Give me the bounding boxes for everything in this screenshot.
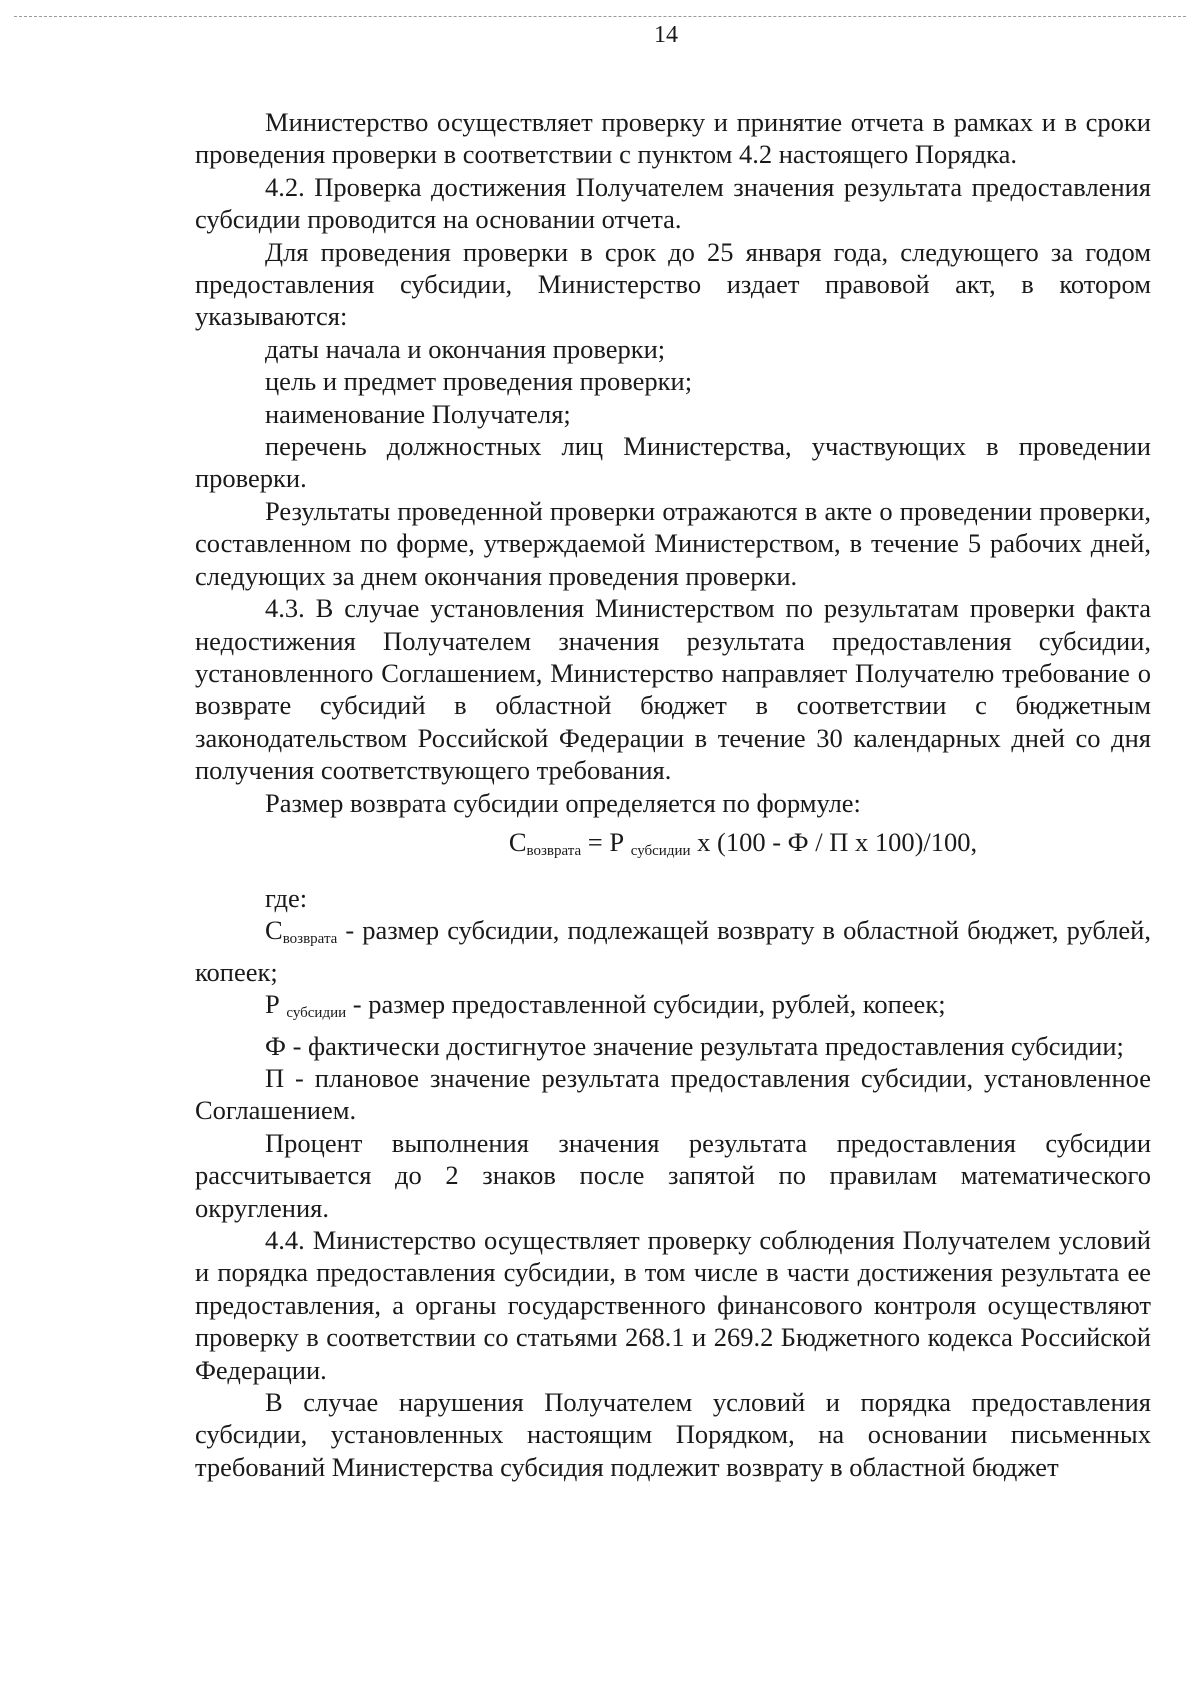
definition-symbol: П <box>265 1062 285 1093</box>
definition-sub: субсидии <box>286 1005 347 1022</box>
definition-text: - фактически достигнутое значение результата предоставления субсидии; <box>285 1030 1124 1061</box>
formula-sub-c: возврата <box>526 842 582 859</box>
definition-item <box>195 988 1151 1029</box>
definition-symbol: С <box>265 915 283 946</box>
paragraph-4-4: 4.4. Министерство осуществляет проверку соблюдения Получателем условий и порядка предоставления субсидии, в том числе в части достижения результата ее предоставления, а органы государственного финансового контроля осуществляют проверку в соответствии со статьями 268.1 и 269.2 Бюджетного кодекса Российской Федерации. <box>195 1225 1151 1385</box>
definition-symbol: Р <box>265 989 287 1020</box>
page-number: 14 <box>654 22 678 48</box>
paragraph: Министерство осуществляет проверку и принятие отчета в рамках и в сроки проведения проверки в соответствии с пунктом 4.2 настоящего Порядка. <box>195 107 1151 170</box>
definition-text: - размер субсидии, подлежащей возврату в областной бюджет, рублей, копеек; <box>195 915 1151 987</box>
list-item: даты начала и окончания проверки; <box>265 333 666 364</box>
definition-item <box>195 1030 1151 1062</box>
paragraph: Для проведения проверки в срок до 25 января года, следующего за годом предоставления субсидии, Министерство издает правовой акт, в котором указываются: <box>195 236 1151 332</box>
formula-rest: х (100 - Ф / П х 100)/100, <box>690 826 978 857</box>
paragraph: Размер возврата субсидии определяется по формуле: <box>265 787 861 818</box>
definition-item <box>195 914 1151 988</box>
document-body <box>195 106 1151 1483</box>
scan-border-line <box>14 16 1186 17</box>
list-item: перечень должностных лиц Министерства, участвующих в проведении проверки. <box>195 431 1151 494</box>
definition-text: - размер предоставленной субсидии, рублей, копеек; <box>346 989 946 1020</box>
paragraph-4-3: 4.3. В случае установления Министерством по результатам проверки факта недостижения Получателем значения результата предоставления субсидии, установленного Соглашением, Министерство направляет Получателю требование о возврате субсидий в областной бюджет в соответствии с бюджетным законодательством Российской Федерации в течение 30 календарных дней со дня получения соответствующего требования. <box>195 593 1151 786</box>
definition-text: - плановое значение результата предоставления субсидии, установленное Соглашением. <box>195 1062 1151 1126</box>
formula-symbol-c: С <box>508 826 527 857</box>
paragraph-4-2: 4.2. Проверка достижения Получателем значения результата предоставления субсидии проводится на основании отчета. <box>195 171 1151 235</box>
where-label: где: <box>265 882 308 913</box>
paragraph: Результаты проведенной проверки отражаются в акте о проведении проверки, составленном по форме, утверждаемой Министерством, в течение 5 рабочих дней, следующих за днем окончания проведения проверки. <box>195 495 1151 591</box>
list-item: цель и предмет проведения проверки; <box>265 366 693 397</box>
formula-sub-p: субсидии <box>630 842 691 859</box>
list-item: наименование Получателя; <box>265 398 571 429</box>
formula-equals: = Р <box>581 826 631 857</box>
refund-formula <box>195 825 1151 868</box>
definition-sub: возврата <box>282 931 338 948</box>
paragraph: В случае нарушения Получателем условий и порядка предоставления субсидии, установленных настоящим Порядком, на основании письменных требований Министерства субсидия подлежит возврату в областной бюджет <box>195 1387 1151 1482</box>
definition-symbol: Ф <box>265 1030 286 1061</box>
paragraph: Процент выполнения значения результата предоставления субсидии рассчитывается до 2 знаков после запятой по правилам математического округления. <box>195 1127 1151 1223</box>
definition-item <box>195 1062 1151 1127</box>
